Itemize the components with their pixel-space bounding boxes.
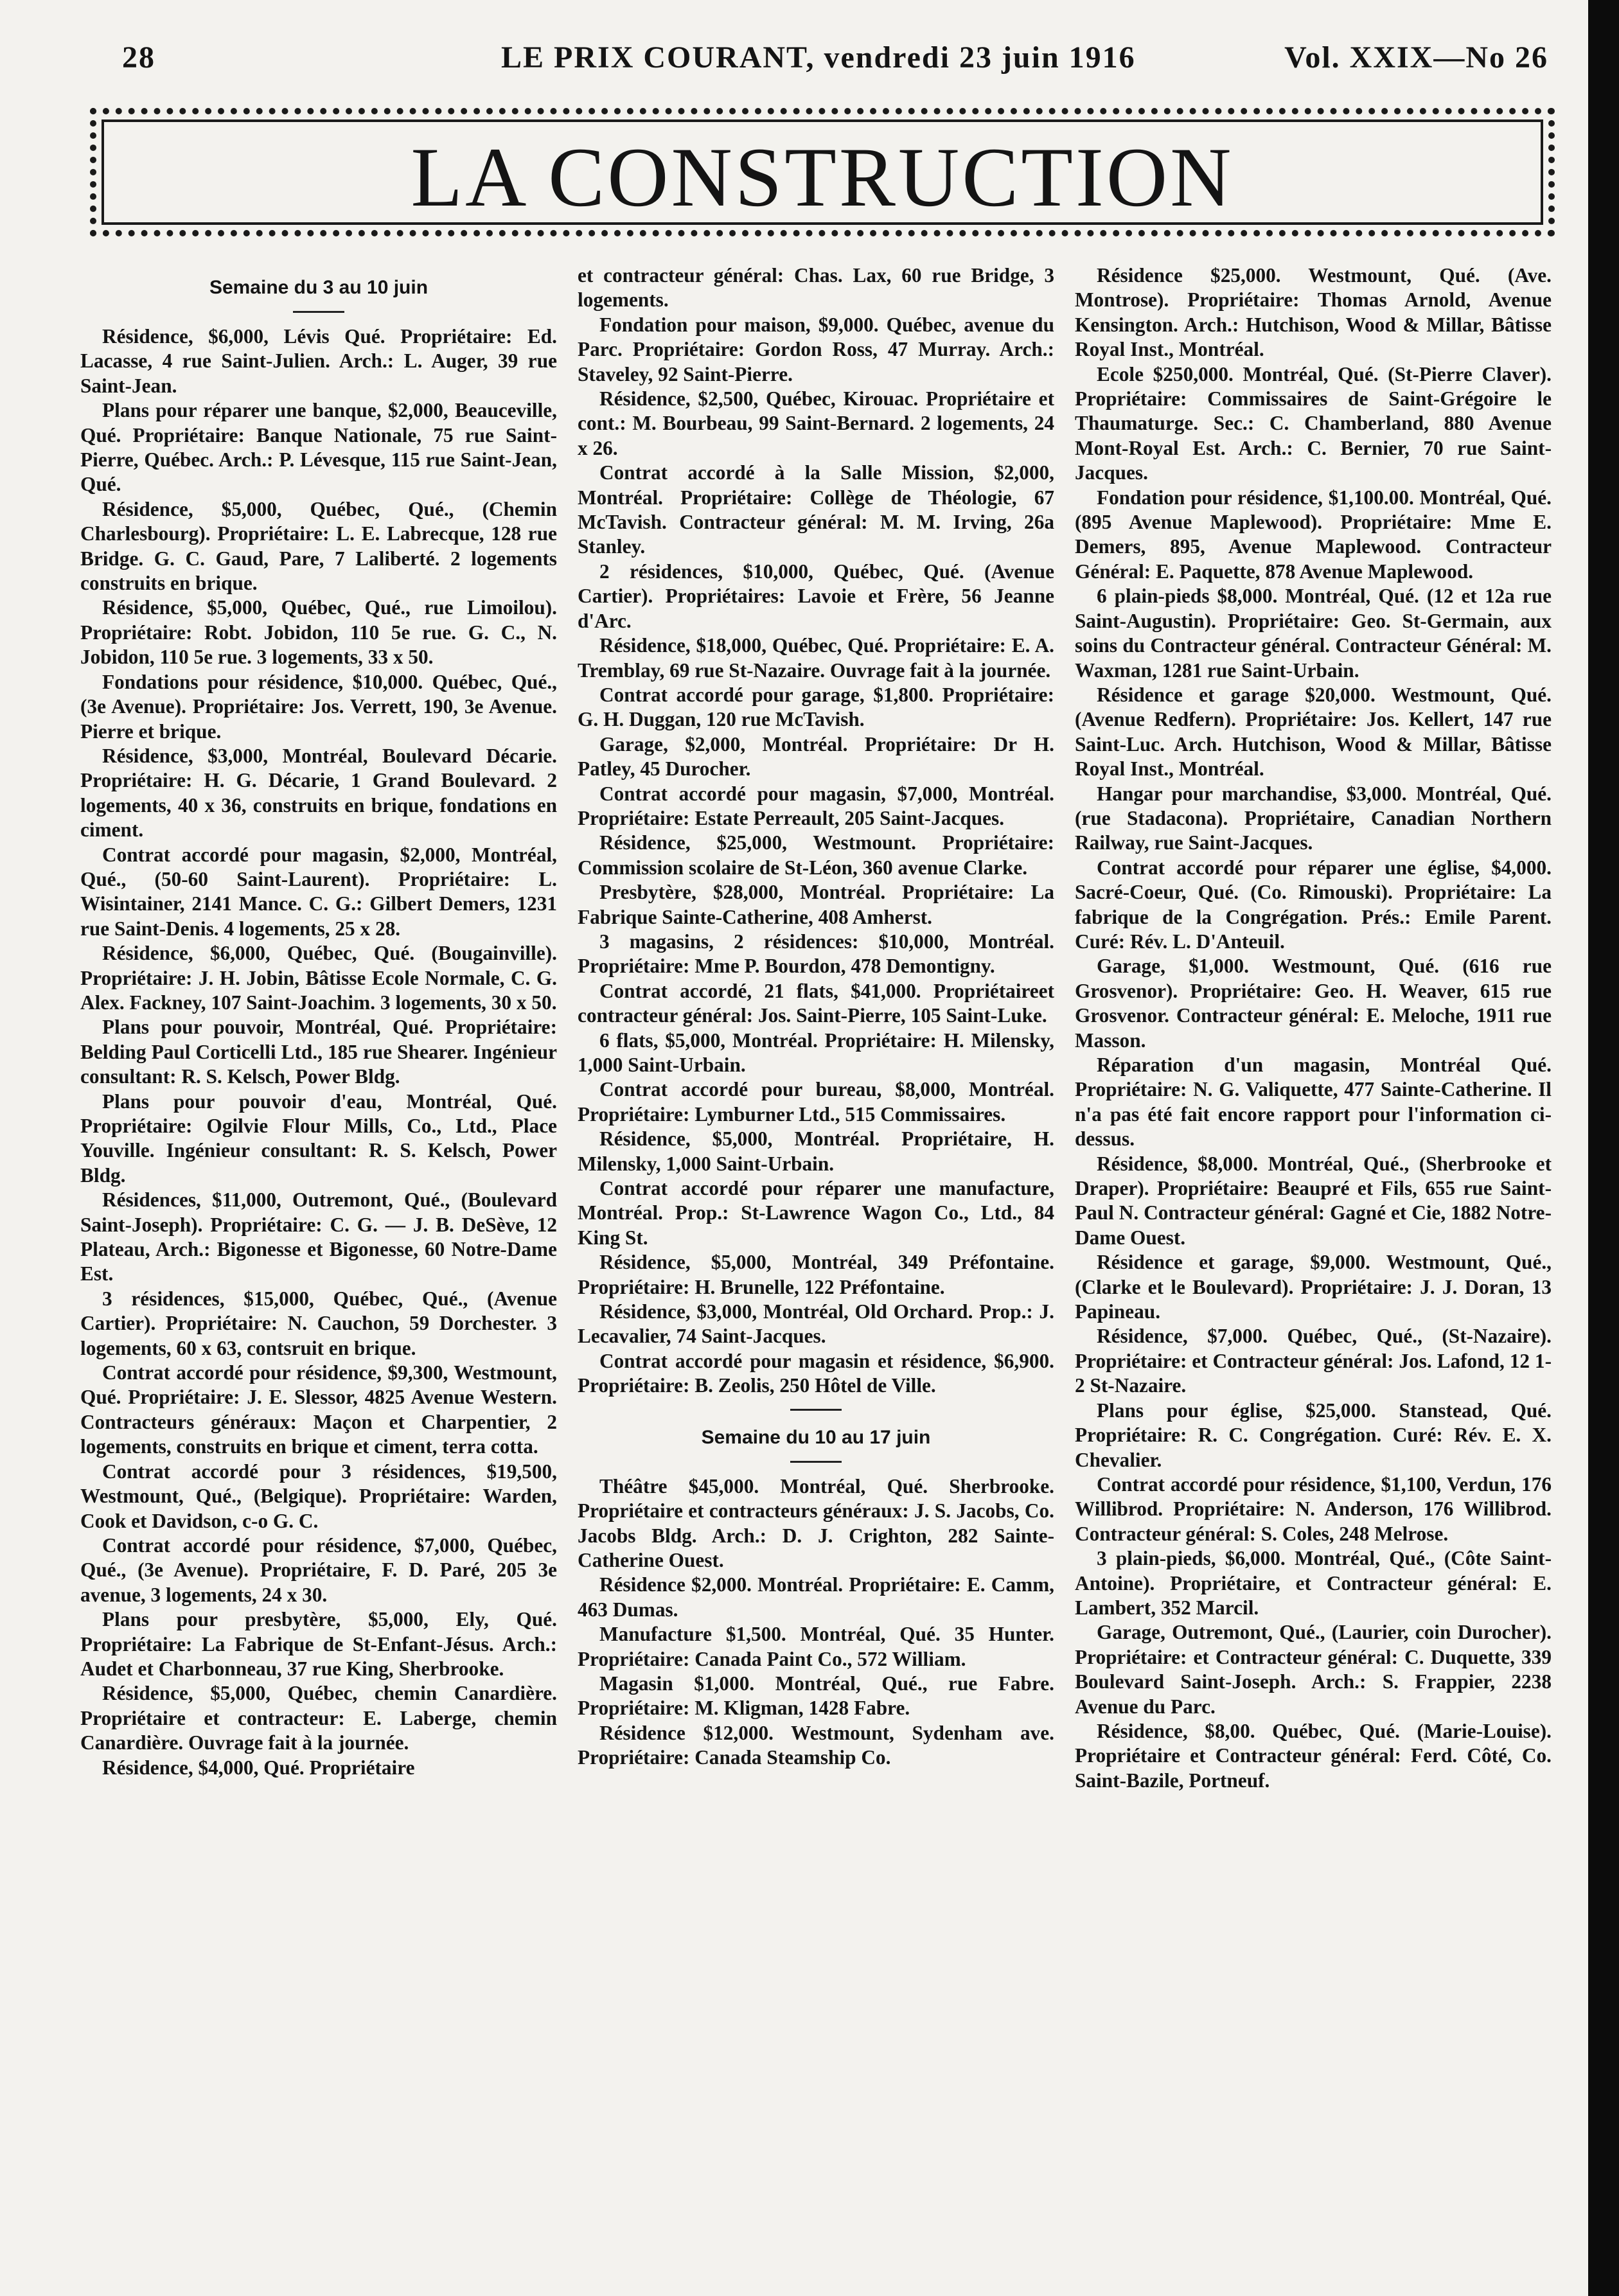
construction-entry: Résidence, $3,000, Montréal, Old Orchard. Prop.: J. Lecavalier, 74 Saint-Jacques. [578,1300,1054,1348]
construction-entry: Résidences, $11,000, Outremont, Qué., (Boulevard Saint-Joseph). Propriétaire: C. G. — J. B. DeSève, 12 Plateau, Arch.: Bigonesse et Bigonesse, 60 Notre-Dame Est. [80,1188,557,1285]
construction-entry: Fondation pour résidence, $1,100.00. Montréal, Qué. (895 Avenue Maplewood). Propriétaire: Mme E. Demers, 895, Avenue Maplewood. Contracteur Général: E. Paquette, 878 Avenue Maplewood. [1075,486,1552,583]
construction-entry: Contrat accordé pour 3 résidences, $19,500, Westmount, Qué., (Belgique). Propriétaire: Warden, Cook et Davidson, c-o G. C. [80,1460,557,1532]
construction-entry: 3 résidences, $15,000, Québec, Qué., (Avenue Cartier). Propriétaire: N. Cauchon, 59 Dorchester. 3 logements, 60 x 63, contsruit en brique. [80,1287,557,1359]
heading-rule [790,1461,842,1463]
construction-entry: Contrat accordé pour réparer une église, $4,000. Sacré-Coeur, Qué. (Co. Rimouski). Propriétaire: La fabrique de la Congrégation. Prés.: Emile Parent. Curé: Rév. L. D'Anteuil. [1075,856,1552,953]
construction-entry: Manufacture $1,500. Montréal, Qué. 35 Hunter. Propriétaire: Canada Paint Co., 572 William. [578,1623,1054,1670]
construction-entry: Résidence, $8,000. Montréal, Qué., (Sherbrooke et Draper). Propriétaire: Beaupré et Fils, 655 rue Saint-Paul N. Contracteur général: Gagné et Cie, 1882 Notre-Dame Ouest. [1075,1152,1552,1249]
construction-entry: Contrat accordé pour magasin, $7,000, Montréal. Propriétaire: Estate Perreault, 205 Saint-Jacques. [578,782,1054,829]
volume-number: Vol. XXIX—No 26 [1284,40,1548,75]
construction-entry: Presbytère, $28,000, Montréal. Propriétaire: La Fabrique Sainte-Catherine, 408 Amherst. [578,881,1054,928]
construction-entry: Contrat accordé pour garage, $1,800. Propriétaire: G. H. Duggan, 120 rue McTavish. [578,683,1054,731]
construction-entry: Résidence, $5,000, Montréal. Propriétaire, H. Milensky, 1,000 Saint-Urbain. [578,1127,1054,1175]
construction-entry: Résidence, $4,000, Qué. Propriétaire [102,1756,415,1779]
construction-entry: Résidence, $25,000, Westmount. Propriétaire: Commission scolaire de St-Léon, 360 avenue Clarke. [578,831,1054,879]
construction-entry: Résidence et garage, $9,000. Westmount, Qué., (Clarke et le Boulevard). Propriétaire: J. J. Doran, 13 Papineau. [1075,1251,1552,1323]
construction-entry: Plans pour pouvoir d'eau, Montréal, Qué. Propriétaire: Ogilvie Flour Mills, Co., Ltd., Place Youville. Ingénieur consultant: R. S. Kelsch, Power Bldg. [80,1090,557,1187]
construction-entry: Magasin $1,000. Montréal, Qué., rue Fabre. Propriétaire: M. Kligman, 1428 Fabre. [578,1672,1054,1720]
construction-entry: Contrat accordé pour résidence, $9,300, Westmount, Qué. Propriétaire: J. E. Slessor, 4825 Avenue Western. Contracteurs généraux: Maçon et Charpentier, 2 logements, construits en brique et ciment, terra cotta. [80,1361,557,1458]
construction-entry: Contrat accordé pour réparer une manufacture, Montréal. Prop.: St-Lawrence Wagon Co., Ltd., 84 King St. [578,1177,1054,1249]
construction-entry: Plans pour pouvoir, Montréal, Qué. Propriétaire: Belding Paul Corticelli Ltd., 185 rue Shearer. Ingénieur consultant: R. S. Kelsch, Power Bldg. [80,1016,557,1088]
construction-entry: Garage, $2,000, Montréal. Propriétaire: Dr H. Patley, 45 Durocher. [578,732,1054,781]
construction-entry: Garage, $1,000. Westmount, Qué. (616 rue Grosvenor). Propriétaire: Geo. H. Weaver, 615 rue Grosvenor. Contracteur général: E. Meloche, 1911 rue Masson. [1075,955,1552,1052]
construction-entry: Réparation d'un magasin, Montréal Qué. Propriétaire: N. G. Valiquette, 477 Sainte-Catherine. Il n'a pas été fait encore rapport pour l'information ci-dessus. [1075,1054,1552,1151]
construction-entry: Plans pour presbytère, $5,000, Ely, Qué. Propriétaire: La Fabrique de St-Enfant-Jésus. Arch.: Audet et Charbonneau, 37 rue King, Sherbrooke. [80,1608,557,1680]
construction-entry: Résidence, $5,000, Québec, Qué., (Chemin Charlesbourg). Propriétaire: L. E. Labrecque, 128 rue Bridge. G. C. Gaud, Pare, 7 Laliberté. 2 logements construits en brique. [80,497,557,595]
construction-entry: Fondations pour résidence, $10,000. Québec, Qué., (3e Avenue). Propriétaire: Jos. Verrett, 190, 3e Avenue. Pierre et brique. [80,670,557,743]
entry-list [578,1474,1054,1771]
entry-list [80,324,557,1780]
article-columns [80,263,1552,2268]
column-3 [1075,263,1552,2268]
construction-entry: Résidence, $18,000, Québec, Qué. Propriétaire: E. A. Tremblay, 69 rue St-Nazaire. Ouvrage fait à la journée. [578,634,1054,682]
running-header [116,32,1555,90]
construction-entry: Résidence, $6,000, Québec, Qué. (Bougainville). Propriétaire: J. H. Jobin, Bâtisse Ecole Normale, C. G. Alex. Fackney, 107 Saint-Joachim. 3 logements, 30 x 50. [80,942,557,1014]
week-heading: Semaine du 10 au 17 juin [701,1426,931,1448]
construction-entry: Contrat accordé pour résidence, $1,100, Verdun, 176 Willibrod. Propriétaire: N. Anderson, 176 Willibrod. Contracteur général: S. Coles, 248 Melrose. [1075,1472,1552,1545]
construction-entry: Résidence $12,000. Westmount, Sydenham ave. Propriétaire: Canada Steamship Co. [578,1721,1054,1769]
page-edge-shadow [1588,0,1619,2296]
construction-entry: Ecole $250,000. Montréal, Qué. (St-Pierre Claver). Propriétaire: Commissaires de Saint-Grégoire le Thaumaturge. Sec.: C. Chamberland, 880 Avenue Mont-Royal Est. Arch.: C. Bernier, 70 rue Saint-Jacques. [1075,362,1552,484]
construction-entry: Résidence, $7,000. Québec, Qué., (St-Nazaire). Propriétaire: et Contracteur général: Jos. Lafond, 12 1-2 St-Nazaire. [1075,1325,1552,1397]
construction-entry: Résidence, $3,000, Montréal, Boulevard Décarie. Propriétaire: H. G. Décarie, 1 Grand Boulevard. 2 logements, 40 x 36, construits en brique, fondations en ciment. [80,744,557,842]
construction-entry: Résidence et garage $20,000. Westmount, Qué. (Avenue Redfern). Propriétaire: Jos. Kellert, 147 rue Saint-Luc. Arch. Hutchison, Wood & Millar, Bâtisse Royal Inst., Montréal. [1075,683,1552,781]
construction-entry: 3 plain-pieds, $6,000. Montréal, Qué., (Côte Saint-Antoine). Propriétaire, et Contracteur général: E. Lambert, 352 Marcil. [1075,1547,1552,1619]
construction-entry: Fondation pour maison, $9,000. Québec, avenue du Parc. Propriétaire: Gordon Ross, 47 Murray. Arch.: Staveley, 92 Saint-Pierre. [578,313,1054,385]
construction-entry: Contrat accordé pour magasin, $2,000, Montréal, Qué., (50-60 Saint-Laurent). Propriétaire: L. Wisintainer, 2141 Mance. C. G.: Gilbert Demers, 1231 rue Saint-Denis. 4 logements, 25 x 28. [80,843,557,940]
construction-entry: Contrat accordé pour bureau, $8,000, Montréal. Propriétaire: Lymburner Ltd., 515 Commissaires. [578,1078,1054,1126]
construction-entry: 3 magasins, 2 résidences: $10,000, Montréal. Propriétaire: Mme P. Bourdon, 478 Demontigny. [578,930,1054,978]
page-number: 28 [122,40,155,75]
construction-entry: Contrat accordé, 21 flats, $41,000. Propriétaireet contracteur général: Jos. Saint-Pierre, 105 Saint-Luke. [578,979,1054,1027]
construction-entry: Résidence $25,000. Westmount, Qué. (Ave. Montrose). Propriétaire: Thomas Arnold, Avenue Kensington. Arch.: Hutchison, Wood & Millar, Bâtisse Royal Inst., Montréal. [1075,264,1552,361]
construction-entry: Plans pour réparer une banque, $2,000, Beauceville, Qué. Propriétaire: Banque Nationale, 75 rue Saint-Pierre, Québec. Arch.: P. Lévesque, 115 rue Saint-Jean, Qué. [80,399,557,496]
section-title-frame [90,108,1555,236]
week-heading: Semaine du 3 au 10 juin [209,277,429,298]
construction-entry: et contracteur général: Chas. Lax, 60 rue Bridge, 3 logements. [578,264,1054,312]
construction-entry: Résidence, $6,000, Lévis Qué. Propriétaire: Ed. Lacasse, 4 rue Saint-Julien. Arch.: L. Auger, 39 rue Saint-Jean. [80,325,557,397]
construction-entry: Contrat accordé à la Salle Mission, $2,000, Montréal. Propriétaire: Collège de Théologie, 67 McTavish. Contracteur général: M. M. Irving, 26a Stanley. [578,461,1054,558]
construction-entry: Contrat accordé pour résidence, $7,000, Québec, Qué., (3e Avenue). Propriétaire, F. D. Paré, 205 3e avenue, 3 logements, 24 x 30. [80,1533,557,1606]
construction-entry: Garage, Outremont, Qué., (Laurier, coin Durocher). Propriétaire: et Contracteur général: C. Duquette, 339 Boulevard Saint-Joseph. Arch.: S. Frappier, 2238 Avenue du Parc. [1075,1621,1552,1718]
construction-entry: Contrat accordé pour magasin et résidence, $6,900. Propriétaire: B. Zeolis, 250 Hôtel de Ville. [578,1349,1054,1397]
section-title: LA CONSTRUCTION [411,130,1234,224]
construction-entry: Résidence, $5,000, Montréal, 349 Préfontaine. Propriétaire: H. Brunelle, 122 Préfontaine. [578,1251,1054,1298]
construction-entry: 6 plain-pieds $8,000. Montréal, Qué. (12 et 12a rue Saint-Augustin). Propriétaire: Geo. St-Germain, aux soins du Contracteur général. Contracteur Général: M. Waxman, 1281 rue Saint-Urbain. [1075,585,1552,682]
construction-entry: Résidence $2,000. Montréal. Propriétaire: E. Camm, 463 Dumas. [578,1573,1054,1621]
construction-entry: 2 résidences, $10,000, Québec, Qué. (Avenue Cartier). Propriétaires: Lavoie et Frère, 56 Jeanne d'Arc. [578,560,1054,632]
section-rule [790,1409,842,1411]
entry-list [578,263,1054,1399]
construction-entry: Résidence, $5,000, Québec, Qué., rue Limoilou). Propriétaire: Robt. Jobidon, 110 5e rue. G. C., N. Jobidon, 110 5e rue. 3 logements, 33 x 50. [80,596,557,669]
heading-rule [293,311,344,313]
publication-line: LE PRIX COURANT, vendredi 23 juin 1916 [501,40,1136,75]
construction-entry: Théâtre $45,000. Montréal, Qué. Sherbrooke. Propriétaire et contracteurs généraux: J. S. Jacobs, Co. Jacobs Bldg. Arch.: D. J. Crighton, 282 Sainte-Catherine Ouest. [578,1474,1054,1571]
construction-entry: Résidence, $5,000, Québec, chemin Canardière. Propriétaire et contracteur: E. Laberge, chemin Canardière. Ouvrage fait à la journée. [80,1682,557,1754]
construction-entry: Plans pour église, $25,000. Stanstead, Qué. Propriétaire: R. C. Congrégation. Curé: Rév. E. X. Chevalier. [1075,1399,1552,1471]
construction-entry: Hangar pour marchandise, $3,000. Montréal, Qué. (rue Stadacona). Propriétaire, Canadian Northern Railway, rue Saint-Jacques. [1075,782,1552,854]
construction-entry: 6 flats, $5,000, Montréal. Propriétaire: H. Milensky, 1,000 Saint-Urbain. [578,1029,1054,1076]
column-2 [578,263,1054,2268]
construction-entry: Résidence, $8,00. Québec, Qué. (Marie-Louise). Propriétaire et Contracteur général: Ferd. Côté, Co. Saint-Bazile, Portneuf. [1075,1719,1552,1792]
construction-entry: Résidence, $2,500, Québec, Kirouac. Propriétaire et cont.: M. Bourbeau, 99 Saint-Bernard. 2 logements, 24 x 26. [578,387,1054,459]
entry-list [1075,263,1552,1793]
column-1 [80,263,557,2268]
